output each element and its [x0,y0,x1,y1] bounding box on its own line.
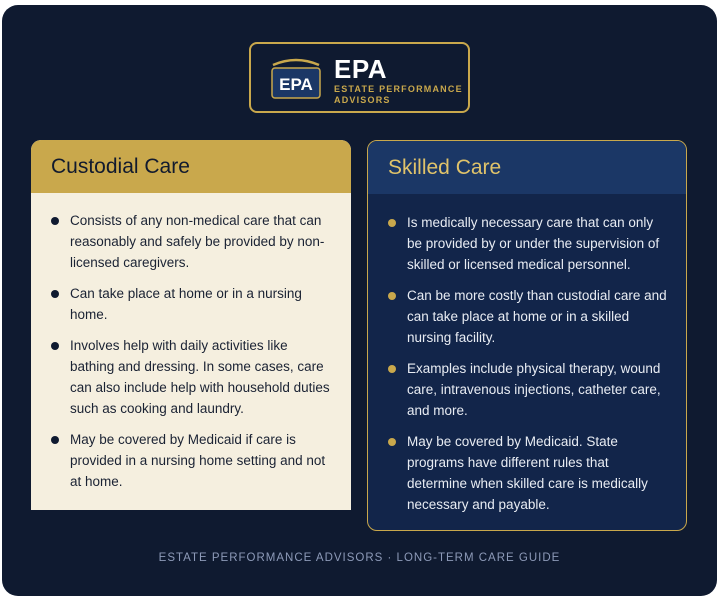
custodial-care-heading: Custodial Care [31,140,351,193]
custodial-care-card [31,140,351,510]
footer-caption: ESTATE PERFORMANCE ADVISORS · LONG-TERM CARE GUIDE [158,552,561,564]
bullet-icon [51,436,59,444]
guide-panel [2,5,717,596]
epa-logo-mark-icon [269,57,323,99]
list-item-text: Can take place at home or in a nursing home. [70,286,302,322]
list-item-text: Can be more costly than custodial care and can take place at home or in a skilled nursing facility. [407,288,667,345]
list-item [51,210,331,273]
custodial-care-list [31,193,351,492]
skilled-care-heading: Skilled Care [368,141,686,194]
logo-subtitle-line1: ESTATE PERFORMANCE [334,84,463,94]
list-item-text: Involves help with daily activities like bathing and dressing. In some cases, care can also include help with household duties such as cooking and laundry. [70,338,330,416]
logo-subtitle-line2: ADVISORS [334,95,391,105]
list-item-text: May be covered by Medicaid. State programs have different rules that determine when skilled care is medically necessary and payable. [407,434,648,512]
logo-subtitle [334,84,464,106]
list-item-text: Examples include physical therapy, wound care, intravenous injections, catheter care, and more. [407,361,661,418]
list-item [388,358,668,421]
bullet-icon [388,219,396,227]
bullet-icon [51,217,59,225]
bullet-icon [388,438,396,446]
skilled-care-list [368,194,686,515]
list-item-text: May be covered by Medicaid if care is provided in a nursing home setting and not at home. [70,432,326,489]
skilled-care-card [367,140,687,531]
list-item-text: Is medically necessary care that can only be provided by or under the supervision of skilled or licensed medical personnel. [407,215,660,272]
list-item [51,429,331,492]
bullet-icon [51,290,59,298]
list-item [51,283,331,325]
bullet-icon [388,292,396,300]
list-item-text: Consists of any non-medical care that can reasonably and safely be provided by non-licensed caregivers. [70,213,325,270]
logo-title: EPA [334,54,388,84]
epa-logo [249,42,470,113]
list-item [388,285,668,348]
list-item [388,212,668,275]
list-item [388,431,668,515]
list-item [51,335,331,419]
logo-mark-text: EPA [279,75,313,94]
bullet-icon [388,365,396,373]
bullet-icon [51,342,59,350]
